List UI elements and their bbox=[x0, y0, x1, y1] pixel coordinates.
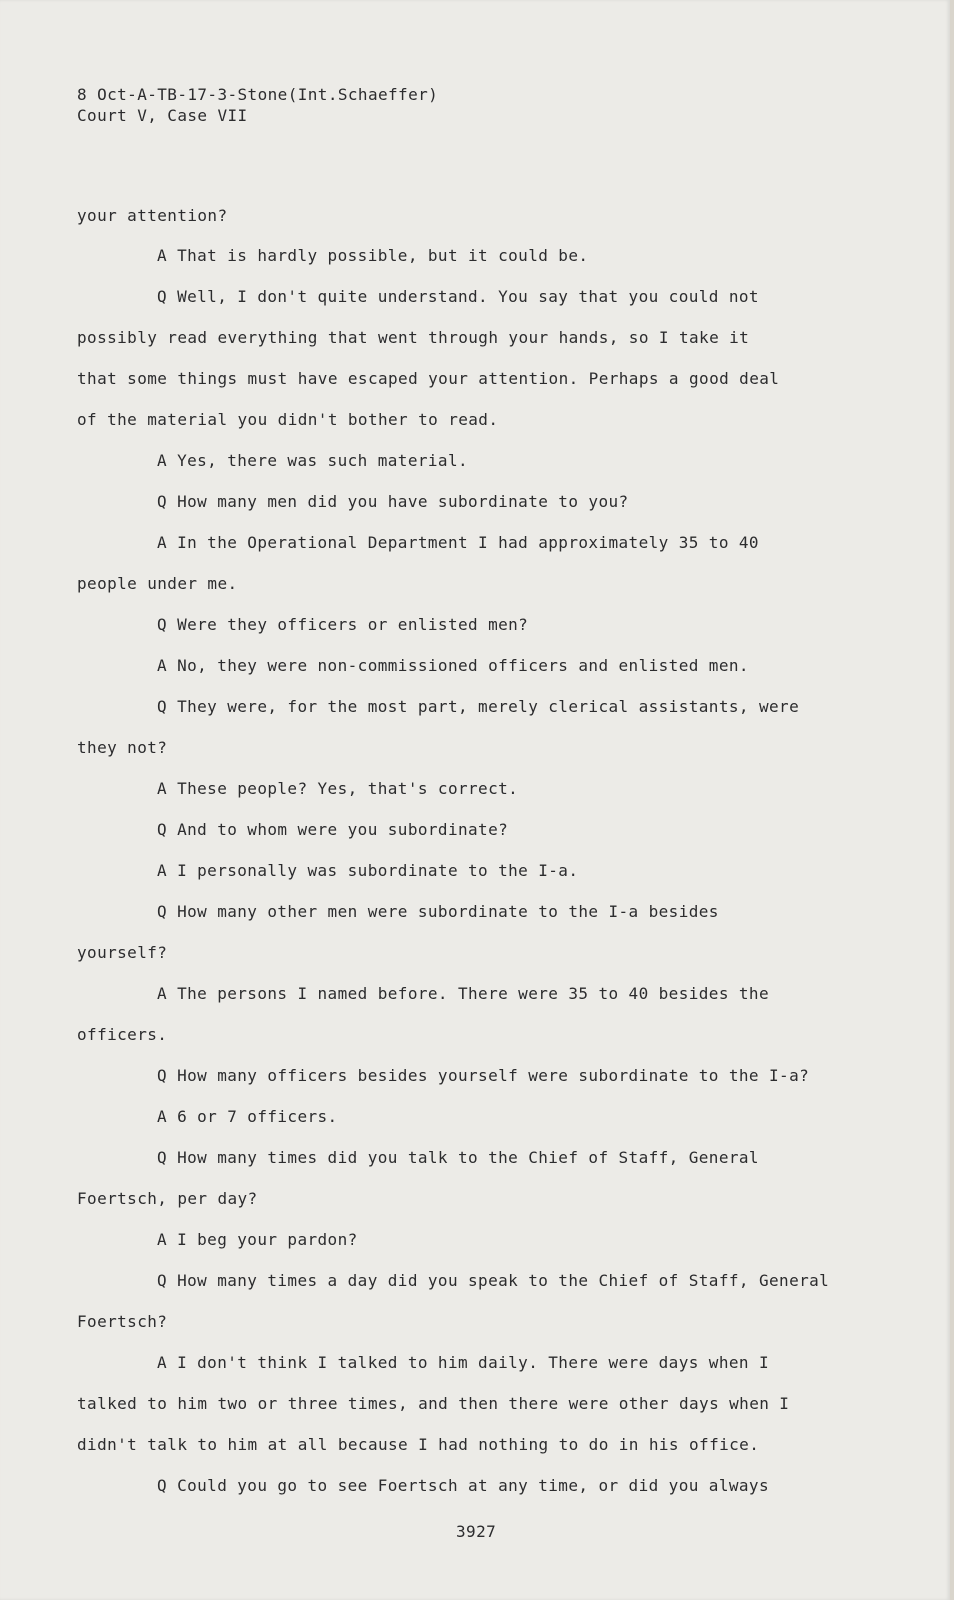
transcript-line: Q How many times a day did you speak to the Chief of Staff, General bbox=[157, 1271, 830, 1290]
transcript-line: talked to him two or three times, and then there were other days when I bbox=[77, 1394, 790, 1413]
transcript-line: Q And to whom were you subordinate? bbox=[157, 820, 509, 839]
court-case-label: Court V, Case VII bbox=[77, 106, 248, 125]
transcript-line: yourself? bbox=[77, 943, 168, 962]
transcript-line: people under me. bbox=[77, 574, 238, 593]
transcript-line: Q They were, for the most part, merely clerical assistants, were bbox=[157, 697, 800, 716]
transcript-line: that some things must have escaped your attention. Perhaps a good deal bbox=[77, 369, 780, 388]
transcript-line: A In the Operational Department I had approximately 35 to 40 bbox=[157, 533, 759, 552]
transcript-line: Q How many officers besides yourself were subordinate to the I-a? bbox=[157, 1066, 810, 1085]
transcript-line: A I personally was subordinate to the I-a. bbox=[157, 861, 579, 880]
transcript-line: your attention? bbox=[77, 206, 228, 225]
transcript-line: A Yes, there was such material. bbox=[157, 451, 469, 470]
transcript-line: Q Well, I don't quite understand. You say that you could not bbox=[157, 287, 759, 306]
transcript-line: A The persons I named before. There were 35 to 40 besides the bbox=[157, 984, 770, 1003]
transcript-line: Q How many times did you talk to the Chief of Staff, General bbox=[157, 1148, 759, 1167]
transcript-line: possibly read everything that went through your hands, so I take it bbox=[77, 328, 750, 347]
transcript-line: A No, they were non-commissioned officers and enlisted men. bbox=[157, 656, 749, 675]
transcript-line: Foertsch, per day? bbox=[77, 1189, 258, 1208]
transcript-line: A 6 or 7 officers. bbox=[157, 1107, 338, 1126]
transcript-line: Q How many other men were subordinate to the I-a besides bbox=[157, 902, 719, 921]
transcript-line: Q How many men did you have subordinate to you? bbox=[157, 492, 629, 511]
transcript-line: Q Were they officers or enlisted men? bbox=[157, 615, 529, 634]
transcript-line: didn't talk to him at all because I had nothing to do in his office. bbox=[77, 1435, 760, 1454]
transcript-line: they not? bbox=[77, 738, 168, 757]
transcript-line: Foertsch? bbox=[77, 1312, 168, 1331]
document-reference: 8 Oct-A-TB-17-3-Stone(Int.Schaeffer) bbox=[77, 85, 439, 104]
transcript-line: officers. bbox=[77, 1025, 168, 1044]
page-number: 3927 bbox=[456, 1522, 497, 1541]
transcript-line: A These people? Yes, that's correct. bbox=[157, 779, 519, 798]
transcript-line: A That is hardly possible, but it could be. bbox=[157, 246, 589, 265]
transcript-line: A I don't think I talked to him daily. There were days when I bbox=[157, 1353, 770, 1372]
transcript-line: Q Could you go to see Foertsch at any time, or did you always bbox=[157, 1476, 770, 1495]
transcript-line: A I beg your pardon? bbox=[157, 1230, 358, 1249]
transcript-line: of the material you didn't bother to read. bbox=[77, 410, 499, 429]
